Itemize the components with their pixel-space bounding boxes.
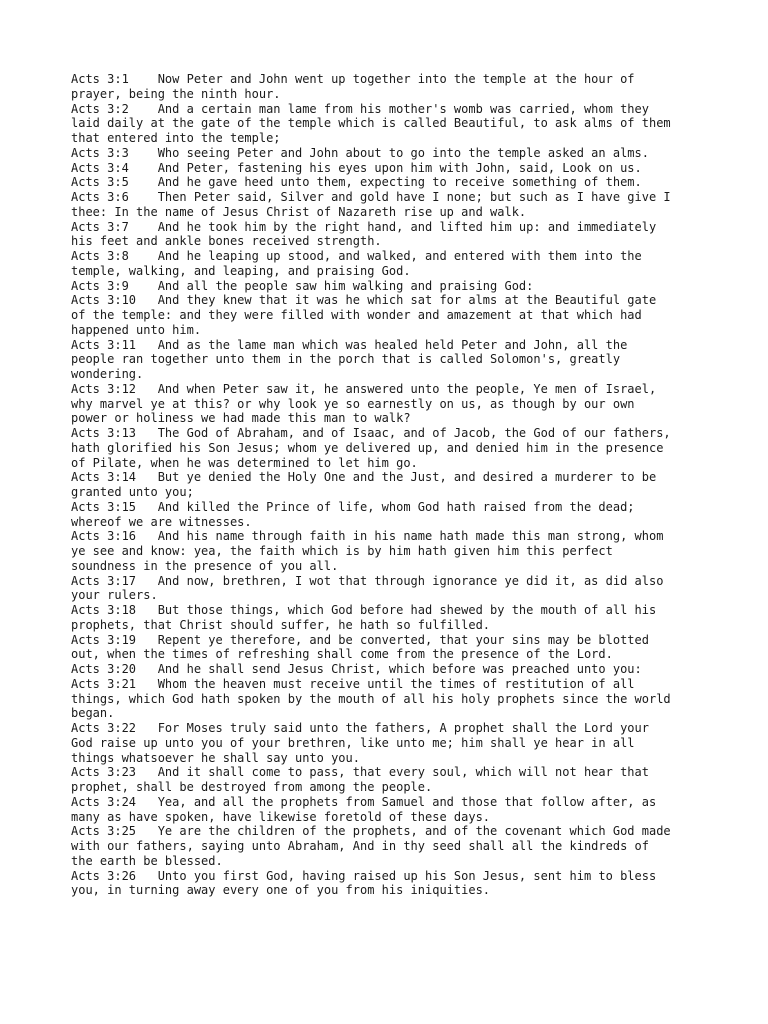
text-line: whereof we are witnesses. xyxy=(71,514,252,529)
text-line: hath glorified his Son Jesus; whom ye delivered up, and denied him in the presence xyxy=(71,440,664,455)
text-line: Acts 3:6 Then Peter said, Silver and gold have I none; but such as I have give I xyxy=(71,190,671,204)
text-line: temple, walking, and leaping, and praising God. xyxy=(71,263,411,278)
text-line: with our fathers, saying unto Abraham, And in thy seed shall all the kindreds of xyxy=(71,839,649,853)
text-line: happened unto him. xyxy=(71,322,202,337)
text-line: Acts 3:8 And he leaping up stood, and walked, and entered with them into the xyxy=(71,249,642,263)
text-line: Acts 3:26 Unto you first God, having raised up his Son Jesus, sent him to bless xyxy=(71,868,657,883)
text-line: you, in turning away every one of you from his iniquities. xyxy=(71,883,491,898)
text-line: of the temple: and they were filled with wonder and amazement at that which had xyxy=(71,308,642,322)
text-line: Acts 3:25 Ye are the children of the prophets, and of the covenant which God made xyxy=(71,824,671,839)
text-line: Acts 3:7 And he took him by the right hand, and lifted him up: and immediately xyxy=(71,219,657,234)
text-line: Acts 3:22 For Moses truly said unto the fathers, A prophet shall the Lord your xyxy=(71,721,649,735)
text-line: Acts 3:17 And now, brethren, I wot that through ignorance ye did it, as did also xyxy=(71,573,664,588)
text-line: things, which God hath spoken by the mouth of all his holy prophets since the world xyxy=(71,691,671,706)
text-line: things whatsoever he shall say unto you. xyxy=(71,750,360,765)
text-line: out, when the times of refreshing shall come from the presence of the Lord. xyxy=(71,647,613,662)
text-line: people ran together unto them in the porch that is called Solomon's, greatly xyxy=(71,352,621,367)
text-line: Acts 3:16 And his name through faith in his name hath made this man strong, whom xyxy=(71,529,664,544)
text-line: Acts 3:15 And killed the Prince of life, whom God hath raised from the dead; xyxy=(71,499,635,514)
text-line: Acts 3:14 But ye denied the Holy One and the Just, and desired a murderer to be xyxy=(71,470,657,485)
text-line: Acts 3:11 And as the lame man which was healed held Peter and John, all the xyxy=(71,337,628,352)
text-line: wondering. xyxy=(71,367,144,381)
text-line: soundness in the presence of you all. xyxy=(71,558,339,573)
text-line: prophets, that Christ should suffer, he hath so fulfilled. xyxy=(71,617,491,632)
text-line: Acts 3:2 And a certain man lame from his mother's womb was carried, whom they xyxy=(71,101,649,116)
text-line: Acts 3:1 Now Peter and John went up together into the temple at the hour of xyxy=(71,72,635,86)
text-line: Acts 3:3 Who seeing Peter and John about to go into the temple asked an alms. xyxy=(71,145,649,160)
text-line: Acts 3:20 And he shall send Jesus Christ, which before was preached unto you: xyxy=(71,662,642,676)
text-line: Acts 3:10 And they knew that it was he which sat for alms at the Beautiful gate xyxy=(71,293,657,308)
text-line: the earth be blessed. xyxy=(71,853,223,868)
text-line: God raise up unto you of your brethren, like unto me; him shall ye hear in all xyxy=(71,735,635,750)
text-line: Acts 3:24 Yea, and all the prophets from Samuel and those that follow after, as xyxy=(71,794,657,809)
text-line: your rulers. xyxy=(71,588,158,603)
text-line: of Pilate, when he was determined to let him go. xyxy=(71,455,418,470)
document-text xyxy=(71,72,711,898)
text-line: Acts 3:21 Whom the heaven must receive until the times of restitution of all xyxy=(71,676,635,691)
text-line: Acts 3:23 And it shall come to pass, that every soul, which will not hear that xyxy=(71,765,649,780)
text-line: began. xyxy=(71,706,115,721)
text-line: power or holiness we had made this man to walk? xyxy=(71,411,411,426)
text-line: Acts 3:4 And Peter, fastening his eyes upon him with John, said, Look on us. xyxy=(71,160,642,175)
text-line: ye see and know: yea, the faith which is by him hath given him this perfect xyxy=(71,544,613,558)
text-line: laid daily at the gate of the temple which is called Beautiful, to ask alms of them xyxy=(71,116,671,131)
text-line: prophet, shall be destroyed from among the people. xyxy=(71,780,433,794)
text-line: Acts 3:5 And he gave heed unto them, expecting to receive something of them. xyxy=(71,175,642,190)
text-line: prayer, being the ninth hour. xyxy=(71,86,281,101)
text-line: Acts 3:9 And all the people saw him walking and praising God: xyxy=(71,278,534,293)
text-line: his feet and ankle bones received strength. xyxy=(71,234,382,249)
text-line: why marvel ye at this? or why look ye so earnestly on us, as though by our own xyxy=(71,396,635,411)
text-line: Acts 3:19 Repent ye therefore, and be converted, that your sins may be blotted xyxy=(71,632,649,647)
text-line: Acts 3:12 And when Peter saw it, he answered unto the people, Ye men of Israel, xyxy=(71,381,657,396)
text-line: that entered into the temple; xyxy=(71,131,281,145)
text-line: thee: In the name of Jesus Christ of Nazareth rise up and walk. xyxy=(71,204,527,219)
text-line: granted unto you; xyxy=(71,485,194,499)
text-line: many as have spoken, have likewise foretold of these days. xyxy=(71,809,491,824)
text-line: Acts 3:13 The God of Abraham, and of Isaac, and of Jacob, the God of our fathers, xyxy=(71,426,671,440)
text-line: Acts 3:18 But those things, which God before had shewed by the mouth of all his xyxy=(71,603,657,617)
